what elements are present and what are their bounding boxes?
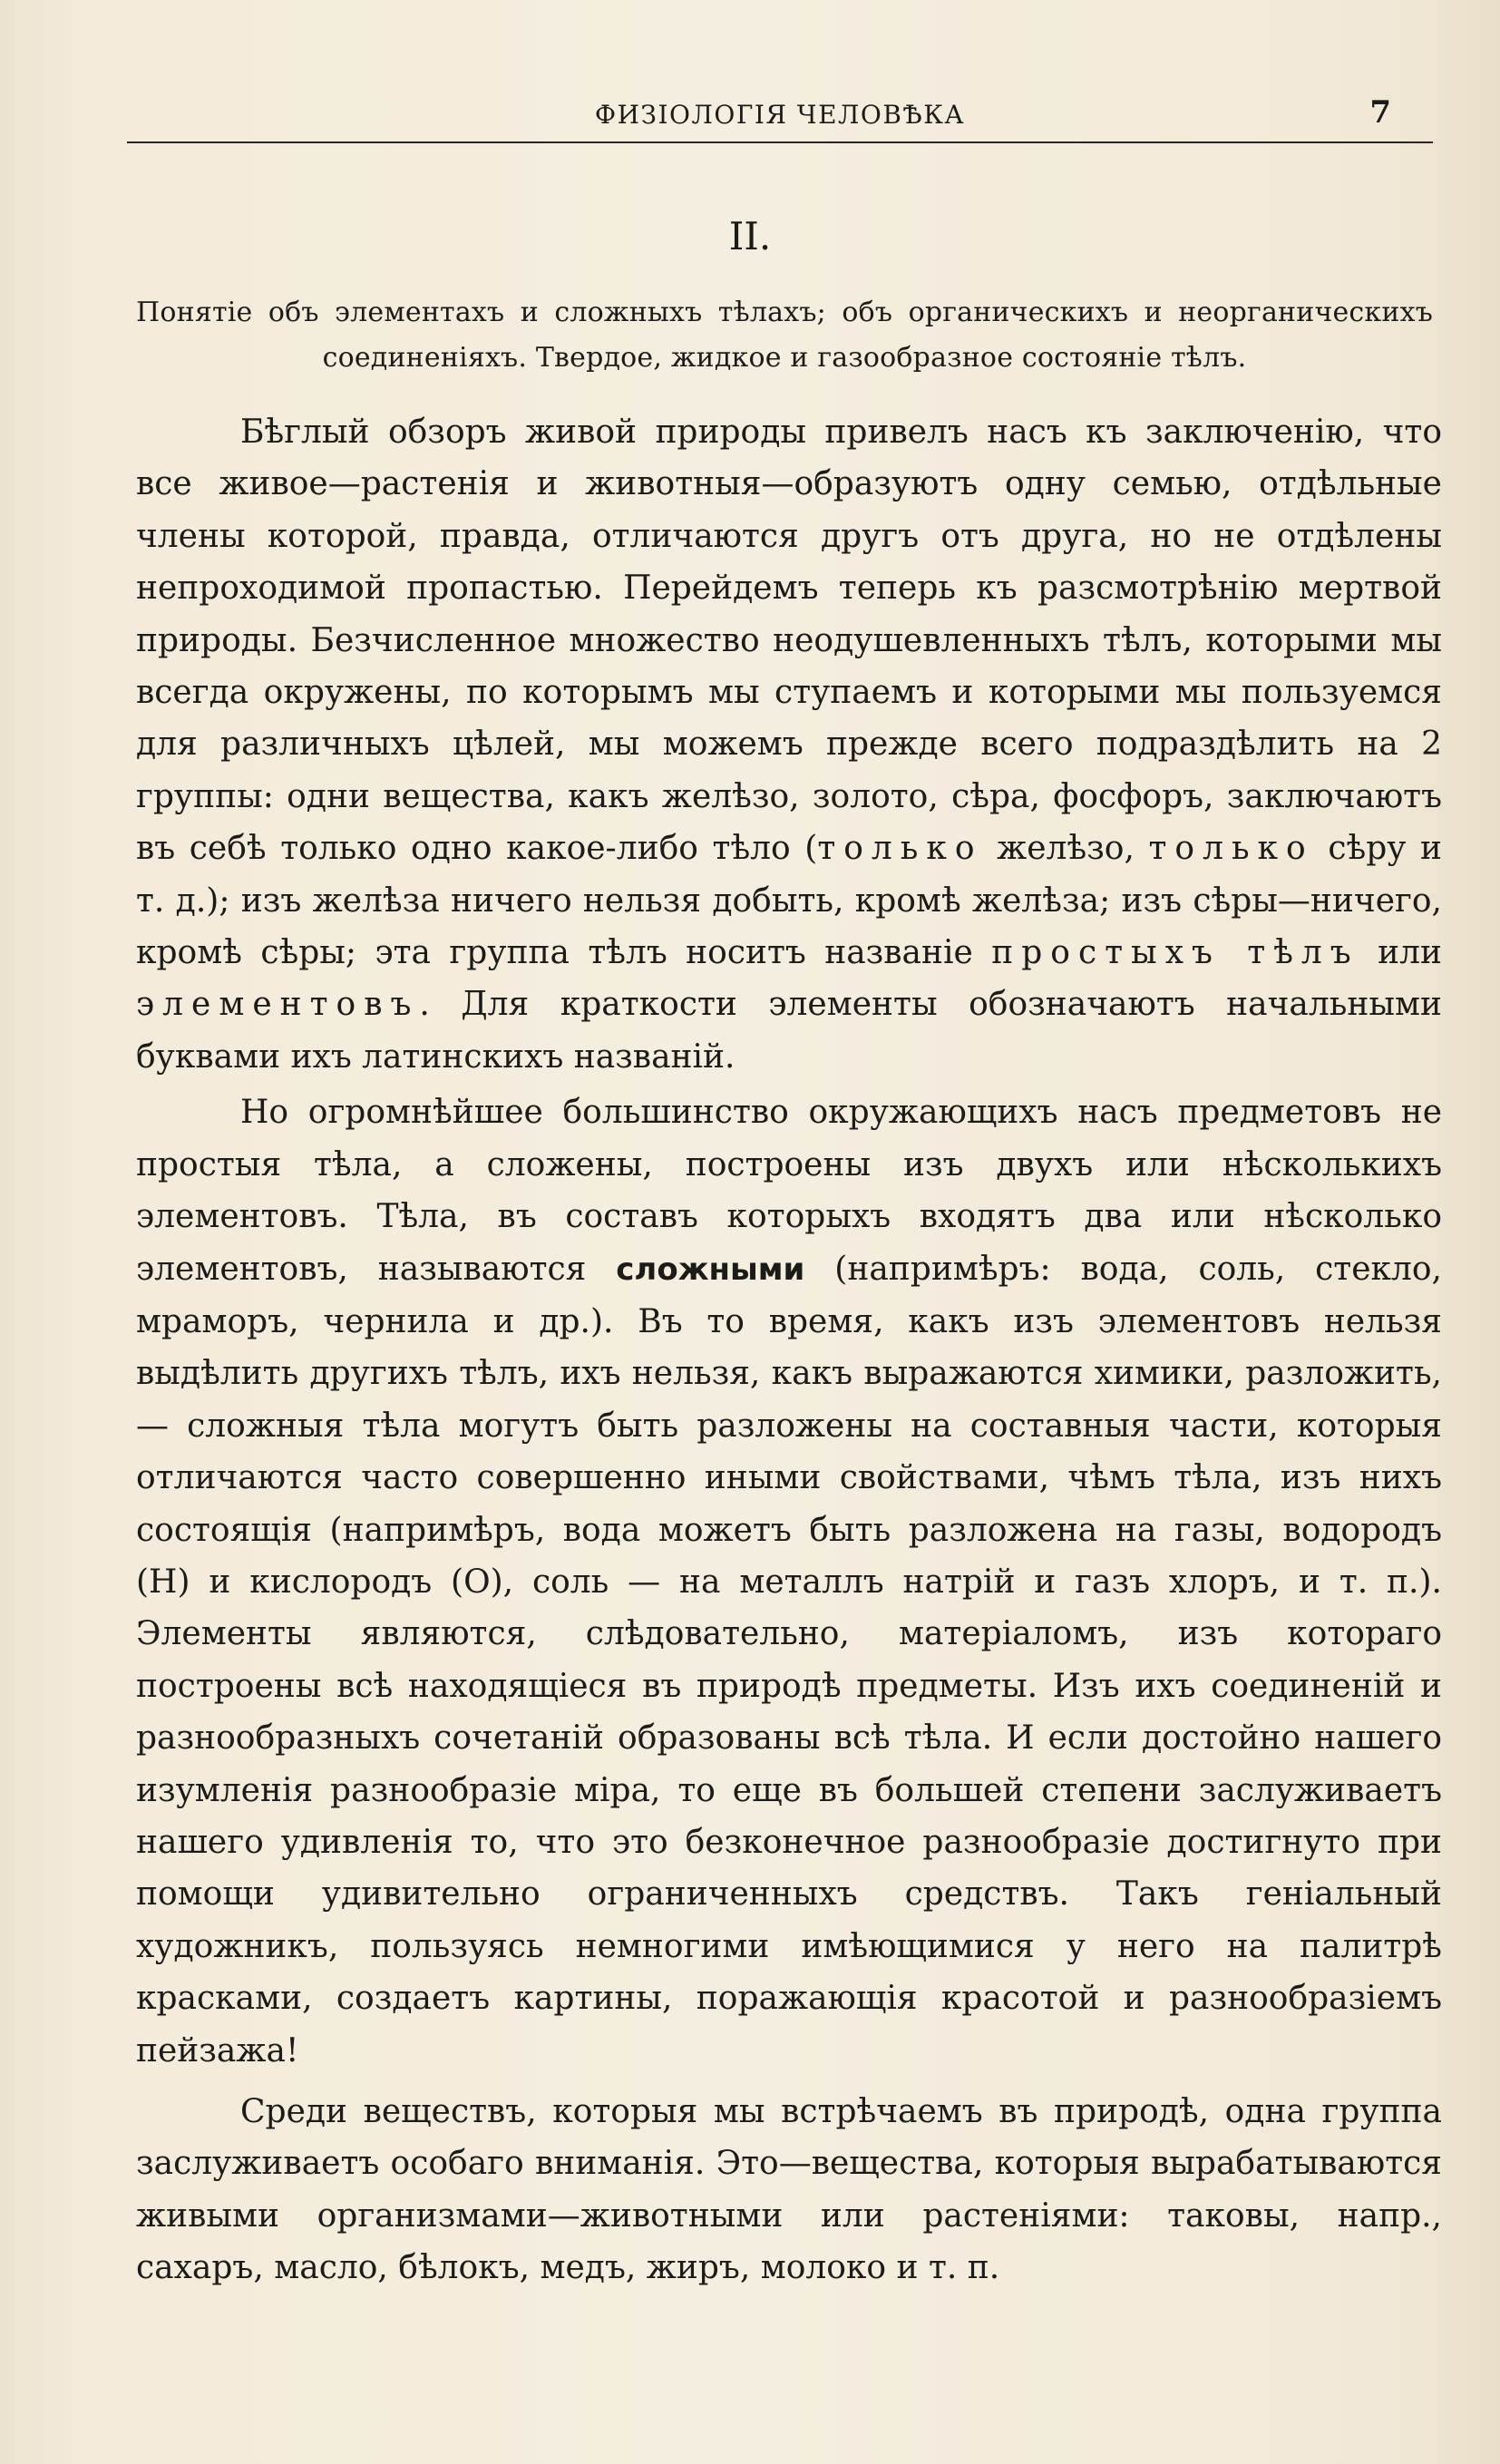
text-run: Бѣглый обзоръ живой природы привелъ насъ къ заключенiю, что все живое—растенiя и животныя—образуютъ одну семью, отдѣльные члены которой, правда, отличаются другъ отъ друга, но не отдѣлены непроходимой пропастью. Перейдемъ теперь къ разсмотрѣнiю мертвой природы. Безчисленное множество неодушевленныхъ тѣлъ, которыми мы всегда окружены, по которымъ мы ступаемъ и которыми мы пользуемся для различныхъ цѣлей, мы можемъ прежде всего подраздѣлить на 2 группы: одни вещества, какъ желѣзо, золото, сѣра, фосфоръ, заключаютъ въ себѣ только одно какое-либо тѣло ( [136, 414, 1442, 868]
paragraph-3 [136, 2086, 1442, 2294]
text-run: желѣзо, [982, 830, 1149, 868]
text-run: Среди веществъ, которыя мы встрѣчаемъ въ природѣ, одна группа заслуживаетъ особаго вниманiя. Это—вещества, которыя вырабатываются живыми организмами—животными или растенiями: таковы, напр., сахаръ, масло, бѣлокъ, медъ, жиръ, молоко и т. п. [136, 2093, 1442, 2287]
running-title: ФИЗIОЛОГIЯ ЧЕЛОВѢКА [594, 100, 966, 130]
body-text [136, 406, 1442, 2294]
page-number: 7 [1369, 94, 1391, 131]
paragraph-1 [136, 406, 1442, 1083]
section-number: II. [728, 214, 772, 258]
section-heading: Понятiе объ элементахъ и сложныхъ тѣлахъ; объ органическихъ и неорганическихъ соединенiяхъ. Твердое, жидкое и газообразное состоянiе тѣлъ. [136, 297, 1433, 374]
text-run: Но огромнѣйшее большинство окружающихъ насъ предметовъ не простыя тѣла, а сложены, построены изъ двухъ или нѣсколькихъ элементовъ. Тѣла, въ составъ которыхъ входятъ два или нѣсколько элементовъ, называются [136, 1094, 1442, 1288]
bold-term: сложными [616, 1251, 805, 1288]
text-run: или [1359, 934, 1442, 972]
text-run: (напримѣръ: вода, соль, стекло, мраморъ, чернила и др.). Въ то время, какъ изъ элементовъ нельзя выдѣлить другихъ тѣлъ, ихъ нельзя, какъ выражаются химики, разложить, — сложныя тѣла могутъ быть разложены на составныя части, которыя отличаются часто совершенно иными свойствами, чѣмъ тѣла, изъ нихъ состоящiя (напримѣръ, вода можетъ быть разложена на газы, водородъ (Н) и кислородъ (О), соль — на металлъ натрiй и газъ хлоръ, и т. п.). Элементы являются, слѣдовательно, матерiаломъ, изъ котораго построены всѣ находящiеся въ природѣ предметы. Изъ ихъ соединенiй и разнообразныхъ сочетанiй образованы всѣ тѣла. И если достойно нашего изумленiя разнообразiе мiра, то еще въ большей степени заслуживаетъ нашего удивленiя то, что это безконечное разнообразiе достигнуто при помощи удивительно ограниченныхъ средствъ. Такъ генiальный художникъ, пользуясь немногими имѣющимися у него на палитрѣ красками, создаетъ картины, поражающiя красотой и разнообразiемъ пейзажа! [136, 1250, 1442, 2070]
paragraph-2 [136, 1086, 1442, 2077]
running-header [127, 94, 1433, 140]
emphasis-spaced: только [817, 830, 983, 868]
text-run: . Для краткости элементы обозначаютъ начальными буквами ихъ латинскихъ названiй. [136, 986, 1442, 1076]
text-run: сѣру и т. д.); изъ желѣза ничего нельзя добыть, кромѣ желѣза; изъ сѣры—ничего, кромѣ сѣры; эта группа тѣлъ носитъ названiе [136, 830, 1443, 972]
emphasis-spaced: простыхъ тѣлъ [991, 934, 1359, 972]
header-rule [127, 141, 1433, 143]
emphasis-spaced: только [1148, 830, 1314, 868]
emphasis-spaced: элементовъ [136, 986, 420, 1024]
